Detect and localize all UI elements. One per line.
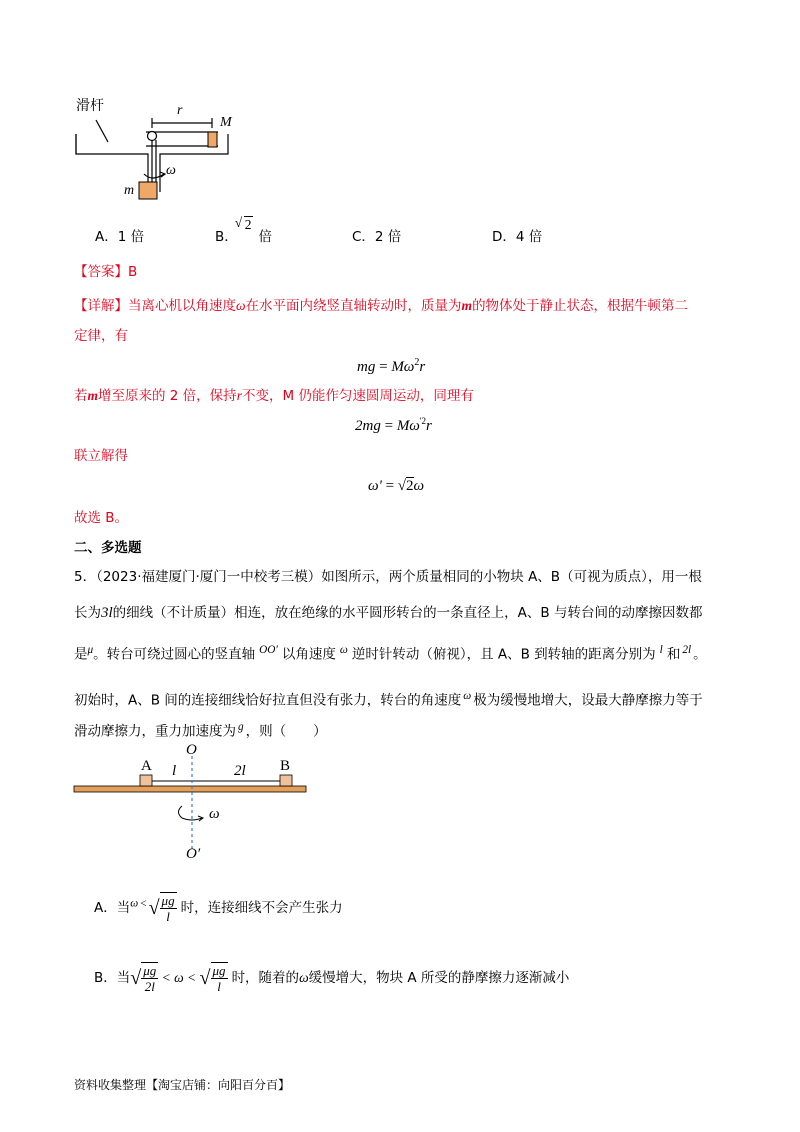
- fig1-label-omega: ω: [166, 163, 176, 178]
- block-A: [140, 775, 152, 786]
- mass-M-block: [208, 132, 217, 147]
- fig2-label-2l: 2l: [234, 763, 246, 779]
- fig2-label-B: B: [280, 758, 291, 774]
- fig1-label-slide: 滑杆: [76, 98, 104, 114]
- q4-option-c: C．2 倍: [352, 229, 402, 245]
- fig2-label-omega: ω: [209, 806, 220, 822]
- fig1-label-m: m: [124, 183, 135, 198]
- equation-3: ω' = √2ω: [368, 478, 425, 494]
- q5-line5: 滑动摩擦力，重力加速度为 $^g$ ，则（ ）: [74, 721, 327, 740]
- fig2-label-l: l: [172, 763, 177, 779]
- answer-detail-line2: 定律，有: [74, 328, 128, 344]
- q5-line4: 初始时，A、B 间的连接细线恰好拉直但没有张力，转台的角速度 $^\omega$ 极为缓慢地增大，设最大静摩擦力等于: [74, 690, 703, 709]
- equation-1: mg = $M\omega^2r$: [357, 357, 426, 375]
- q5-option-a: A．当$^\omega$ < √ $\frac{\mu g}{l}$ 时，连接细线不会产生张力: [94, 893, 343, 924]
- section-heading: 二、多选题: [74, 540, 142, 556]
- equation-2: $2mg = M\omega^{'2}r$: [355, 416, 432, 434]
- answer-detail-line3: 若m增至原来的 2 倍，保持r不变，M 仍能作匀速圆周运动，同理有: [74, 388, 474, 404]
- fig1-label-r: r: [177, 103, 183, 118]
- answer-detail-line5: 故选 B。: [74, 510, 129, 526]
- page-footer: 资料收集整理【淘宝店铺：向阳百分百】: [74, 1078, 291, 1092]
- fig1-label-M: M: [220, 115, 232, 130]
- q4-option-d: D．4 倍: [492, 229, 543, 245]
- mass-m-block: [139, 182, 157, 199]
- fig2-label-O: O: [186, 742, 197, 758]
- answer-label: 【答案】B: [74, 264, 138, 280]
- block-B: [280, 775, 292, 786]
- q5-line1: 5．（2023·福建厦门·厦门一中校考三模）如图所示，两个质量相同的小物块 A、B（可视为质点），用一根: [74, 569, 702, 585]
- answer-detail-line4: 联立解得: [74, 448, 128, 464]
- fig2-label-A: A: [141, 758, 152, 774]
- q5-option-b: B．当√ $\frac{\mu g}{2l}$ < ω < √ $\frac{\mu g}{l}$ 时，随着的ω缓慢增大，物块 A 所受的静摩擦力逐渐减小: [94, 963, 570, 994]
- q5-line2: 长为3l的细线（不计质量）相连，放在绝缘的水平圆形转台的一条直径上，A、B 与转台间的动摩擦因数都: [74, 605, 703, 621]
- turntable-plate: [74, 786, 306, 792]
- q5-line3: 是$^\mu$。转台可绕过圆心的竖直轴 $^{OO'}$ 以角速度 $^\omega$ 逆时针转动（俯视），且 A、B 到转轴的距离分别为 $^l$ 和 $^{2l}$ 。: [74, 644, 707, 663]
- answer-detail-line1: 【详解】当离心机以角速度ω在水平面内绕竖直轴转动时，质量为m的物体处于静止状态，根据牛顿第二: [74, 298, 689, 314]
- q4-option-a: A．1 倍: [95, 229, 145, 245]
- fig2-label-O-prime: O′: [186, 846, 201, 862]
- q4-option-b: B． √ 2倍: [215, 215, 273, 245]
